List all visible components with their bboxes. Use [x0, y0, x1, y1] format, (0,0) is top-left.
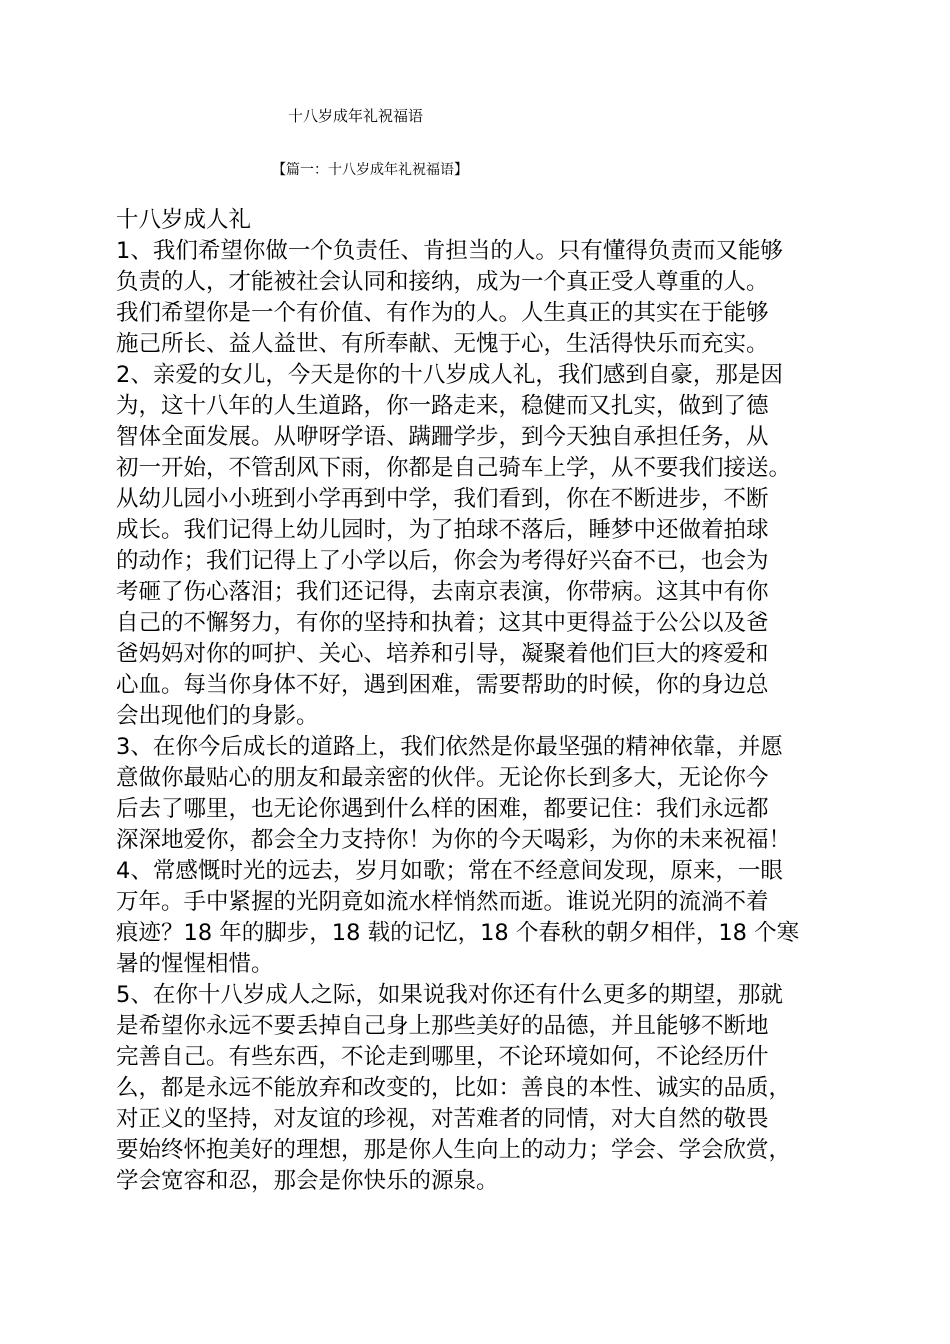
text-line: 考砸了伤心落泪；我们还记得，去南京表演，你带病。这其中有你	[116, 579, 769, 605]
text-line: 十八岁成人礼	[116, 207, 252, 233]
text-line: 学会宽容和忍，那会是你快乐的源泉。	[116, 1168, 499, 1194]
text-line: 爸妈妈对你的呵护、关心、培养和引导，凝聚着他们巨大的疼爱和	[116, 641, 769, 667]
text-line: 5、在你十八岁成人之际，如果说我对你还有什么更多的期望，那就	[116, 982, 783, 1008]
text-line: 意做你最贴心的朋友和最亲密的伙伴。无论你长到多大，无论你今	[116, 765, 769, 791]
section-heading: 【篇一：十八岁成年礼祝福语】	[272, 162, 468, 178]
text-line: 施己所长、益人益世、有所奉献、无愧于心，生活得快乐而充实。	[116, 331, 769, 357]
text-line: 深深地爱你，都会全力支持你！为你的今天喝彩，为你的未来祝福！	[116, 827, 792, 853]
text-line: 万年。手中紧握的光阴竟如流水样悄然而逝。谁说光阴的流淌不着	[116, 889, 769, 915]
text-line: 自己的不懈努力，有你的坚持和执着；这其中更得益于公公以及爸	[116, 610, 769, 636]
text-line: 后去了哪里，也无论你遇到什么样的困难，都要记住：我们永远都	[116, 796, 769, 822]
text-line: 的动作；我们记得上了小学以后，你会为考得好兴奋不已，也会为	[116, 548, 769, 574]
text-line: 会出现他们的身影。	[116, 703, 319, 729]
text-line: 从幼儿园小小班到小学再到中学，我们看到，你在不断进步，不断	[116, 486, 769, 512]
document-title: 十八岁成年礼祝福语	[288, 107, 424, 125]
text-line: 4、常感慨时光的远去，岁月如歌；常在不经意间发现，原来，一眼	[116, 858, 783, 884]
text-line: 我们希望你是一个有价值、有作为的人。人生真正的其实在于能够	[116, 300, 769, 326]
text-line: 暑的惺惺相惜。	[116, 951, 274, 977]
text-line: 成长。我们记得上幼儿园时，为了拍球不落后，睡梦中还做着拍球	[116, 517, 769, 543]
text-line: 要始终怀抱美好的理想，那是你人生向上的动力；学会、学会欣赏，	[116, 1137, 792, 1163]
text-line: 初一开始，不管刮风下雨，你都是自己骑车上学，从不要我们接送。	[116, 455, 792, 481]
document-body	[116, 205, 836, 1197]
text-line: 1、我们希望你做一个负责任、肯担当的人。只有懂得负责而又能够	[116, 238, 783, 264]
text-line: 2、亲爱的女儿，今天是你的十八岁成人礼，我们感到自豪，那是因	[116, 362, 783, 388]
text-line: 负责的人，才能被社会认同和接纳，成为一个真正受人尊重的人。	[116, 269, 769, 295]
text-line: 么，都是永远不能放弃和改变的，比如：善良的本性、诚实的品质，	[116, 1075, 792, 1101]
text-line: 完善自己。有些东西，不论走到哪里，不论环境如何，不论经历什	[116, 1044, 769, 1070]
text-line: 心血。每当你身体不好，遇到困难，需要帮助的时候，你的身边总	[116, 672, 769, 698]
text-line: 智体全面发展。从咿呀学语、蹒跚学步，到今天独自承担任务，从	[116, 424, 769, 450]
text-line: 痕迹？18 年的脚步，18 载的记忆，18 个春秋的朝夕相伴，18 个寒	[116, 920, 800, 946]
text-line: 3、在你今后成长的道路上，我们依然是你最坚强的精神依靠，并愿	[116, 734, 783, 760]
text-line: 为，这十八年的人生道路，你一路走来，稳健而又扎实，做到了德	[116, 393, 769, 419]
text-line: 是希望你永远不要丢掉自己身上那些美好的品德，并且能够不断地	[116, 1013, 769, 1039]
text-line: 对正义的坚持，对友谊的珍视，对苦难者的同情，对大自然的敬畏	[116, 1106, 769, 1132]
